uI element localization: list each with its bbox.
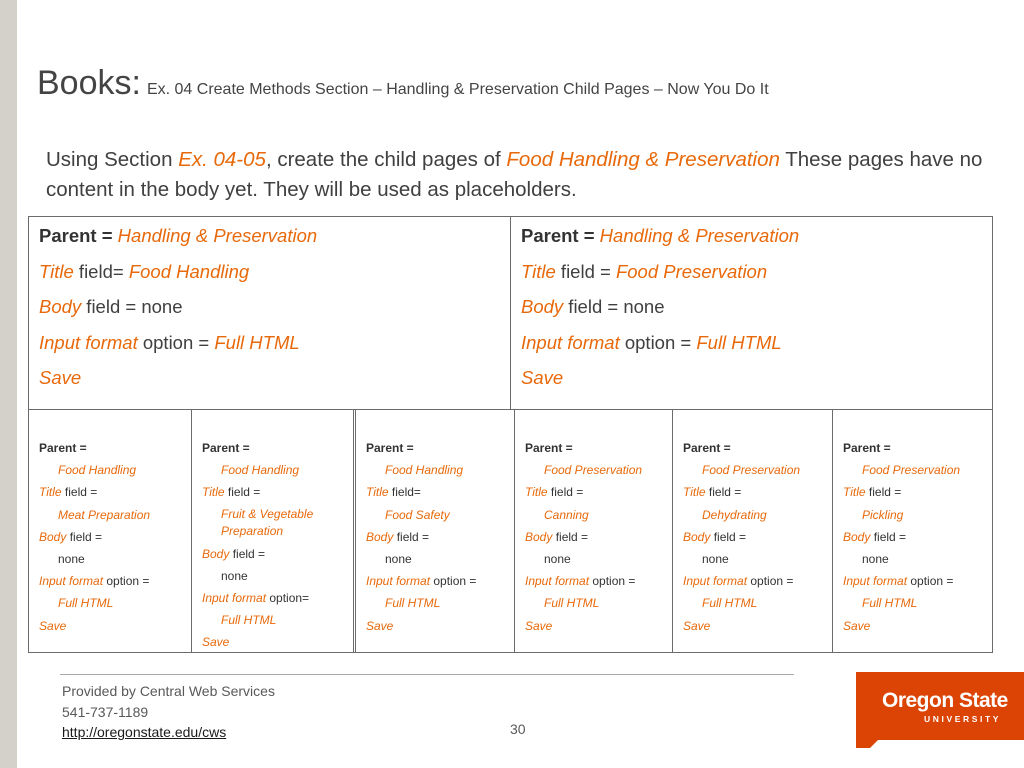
input-format-mid: option = [137, 331, 215, 353]
intro-text-1: Using Section [46, 148, 179, 171]
input-format-value: Full HTML [544, 596, 600, 611]
footer-url-link[interactable]: http://oregonstate.edu/cws [62, 724, 227, 740]
footer-provider: Provided by Central Web Services [62, 683, 275, 699]
input-format-value: Full HTML [214, 331, 300, 353]
logo-subtitle: UNIVERSITY [924, 714, 1002, 724]
input-format-line [521, 330, 982, 366]
title-rest: field = [224, 485, 261, 500]
title-mid: field = [555, 260, 616, 282]
body-value: none [58, 552, 85, 567]
body-line [202, 543, 349, 565]
input-format-label: Input format [366, 574, 431, 589]
body-rest: field = [229, 546, 266, 561]
body-rest: field = [870, 529, 907, 544]
title-label: Title [683, 485, 706, 500]
body-rest: field = [552, 529, 589, 544]
parent-line [366, 437, 510, 459]
logo-name: Oregon State [882, 689, 1008, 712]
footer-divider [60, 674, 794, 675]
title-label: Title [39, 260, 74, 282]
title-rest: field = [865, 485, 902, 500]
input-format-label: Input format [39, 331, 138, 353]
input-format-value: Full HTML [385, 596, 441, 611]
child-cell-meat-preparation [29, 410, 191, 652]
save-label: Save [202, 635, 230, 650]
title-value: Pickling [862, 507, 904, 522]
input-format-line [202, 587, 349, 609]
parent-value: Food Handling [58, 463, 137, 478]
input-format-label: Input format [843, 574, 908, 589]
input-format-line [525, 570, 668, 592]
input-format-label: Input format [525, 574, 590, 589]
parent-line [521, 223, 982, 259]
child-cell-dehydrating [672, 410, 832, 652]
parent-line [39, 437, 187, 459]
parent-label: Parent = [366, 441, 414, 455]
title-line [521, 259, 982, 295]
parent-line [39, 223, 500, 259]
title-line [39, 481, 187, 503]
input-format-rest: option = [747, 574, 794, 589]
input-format-line [366, 570, 510, 592]
save-label: Save [39, 618, 67, 633]
title-line [366, 481, 510, 503]
title-line [202, 481, 349, 503]
body-rest: field = [393, 529, 430, 544]
child-cell-pickling [832, 410, 991, 652]
title-line [525, 481, 668, 503]
body-line [843, 526, 987, 548]
title-rest: field= [388, 485, 421, 500]
intro-text-2: , create the child pages of [265, 148, 507, 171]
save-label: Save [39, 367, 82, 388]
top-cell-food-handling [29, 217, 510, 410]
parent-line [202, 437, 349, 459]
save-label: Save [843, 618, 871, 633]
input-format-value: Full HTML [702, 596, 758, 611]
input-format-rest: option= [266, 591, 310, 606]
body-rest: field = none [563, 296, 665, 317]
parent-line [525, 437, 668, 459]
parent-line [843, 437, 987, 459]
save-label: Save [521, 367, 564, 388]
title-rest: field = [705, 485, 742, 500]
body-line [525, 526, 668, 548]
input-format-label: Input format [202, 591, 267, 606]
body-label: Body [521, 296, 564, 317]
input-format-line [39, 330, 500, 366]
body-rest: field = none [81, 296, 183, 317]
body-value: none [221, 568, 248, 583]
title-label: Title [39, 485, 62, 500]
title-label: Title [525, 485, 548, 500]
body-value: none [385, 552, 412, 567]
title-value: Food Safety [385, 507, 450, 522]
child-cell-fruit-vegetable-preparation [191, 410, 353, 652]
body-label: Body [843, 529, 871, 544]
input-format-rest: option = [103, 574, 150, 589]
body-label: Body [366, 529, 394, 544]
parent-value: Food Preservation [862, 463, 961, 478]
input-format-value: Full HTML [862, 596, 918, 611]
parent-label: Parent = [843, 441, 891, 455]
title-label: Title [521, 260, 556, 282]
input-format-line [39, 570, 187, 592]
save-label: Save [525, 618, 553, 633]
parent-label: Parent = [202, 441, 250, 455]
save-line [39, 365, 500, 401]
footer-phone: 541-737-1189 [62, 703, 149, 720]
input-format-line [843, 570, 987, 592]
body-line [366, 526, 510, 548]
parent-value: Food Preservation [702, 463, 801, 478]
input-format-label: Input format [683, 574, 748, 589]
oregon-state-logo [856, 672, 1024, 740]
body-rest: field = [710, 529, 747, 544]
title-main: Books: [37, 64, 141, 102]
save-label: Save [683, 618, 711, 633]
slide-title [37, 64, 769, 103]
input-format-rest: option = [430, 574, 477, 589]
parent-label: Parent = [683, 441, 731, 455]
input-format-value: Full HTML [221, 613, 277, 628]
parent-value: Handling & Preservation [117, 225, 318, 246]
body-label: Body [683, 529, 711, 544]
title-rest: field = [61, 485, 98, 500]
parent-pages-table [28, 216, 993, 410]
parent-label: Parent = [525, 441, 573, 455]
parent-label: Parent = [39, 225, 118, 246]
body-label: Body [39, 296, 82, 317]
body-label: Body [39, 529, 67, 544]
input-format-rest: option = [907, 574, 954, 589]
body-label: Body [525, 529, 553, 544]
body-rest: field = [66, 529, 103, 544]
child-cell-canning [514, 410, 672, 652]
page-number: 30 [510, 721, 526, 737]
title-label: Title [202, 485, 225, 500]
save-line [521, 365, 982, 401]
title-line [843, 481, 987, 503]
parent-label: Parent = [39, 441, 87, 455]
body-line [521, 294, 982, 330]
body-line [39, 294, 500, 330]
title-label: Title [366, 485, 389, 500]
title-subtitle: Ex. 04 Create Methods Section – Handling & Preservation Child Pages – Now You Do It [146, 81, 769, 98]
title-rest: field = [547, 485, 584, 500]
title-value: Dehydrating [702, 507, 767, 522]
body-value: none [544, 552, 571, 567]
child-cell-food-safety [353, 410, 514, 652]
title-value: Fruit & Vegetable Preparation [221, 506, 314, 538]
title-mid: field= [73, 260, 129, 282]
intro-section-ref: Ex. 04-05 [178, 148, 266, 171]
body-line [683, 526, 828, 548]
left-accent-bar [0, 0, 17, 768]
child-pages-table [28, 409, 993, 653]
title-value: Food Preservation [615, 260, 768, 282]
intro-paragraph [46, 145, 986, 205]
title-line [39, 259, 500, 295]
input-format-value: Full HTML [696, 331, 782, 353]
footer [62, 681, 275, 743]
body-label: Body [202, 546, 230, 561]
parent-line [683, 437, 828, 459]
parent-value: Food Handling [385, 463, 464, 478]
title-value: Canning [544, 507, 589, 522]
input-format-line [683, 570, 828, 592]
input-format-label: Input format [39, 574, 104, 589]
body-value: none [862, 552, 889, 567]
save-label: Save [366, 618, 394, 633]
intro-parent-page: Food Handling & Preservation [506, 148, 780, 171]
title-line [683, 481, 828, 503]
title-label: Title [843, 485, 866, 500]
intro-text-3: These pages have no content in the body yet. They will be used as placeholders. [46, 148, 983, 201]
parent-value: Handling & Preservation [599, 225, 800, 246]
title-value: Meat Preparation [58, 507, 151, 522]
body-line [39, 526, 187, 548]
parent-value: Food Preservation [544, 463, 643, 478]
top-cell-food-preservation [510, 217, 992, 410]
input-format-rest: option = [589, 574, 636, 589]
title-value: Food Handling [128, 260, 250, 282]
body-value: none [702, 552, 729, 567]
parent-label: Parent = [521, 225, 600, 246]
input-format-mid: option = [619, 331, 697, 353]
parent-value: Food Handling [221, 463, 300, 478]
input-format-label: Input format [521, 331, 620, 353]
input-format-value: Full HTML [58, 596, 114, 611]
